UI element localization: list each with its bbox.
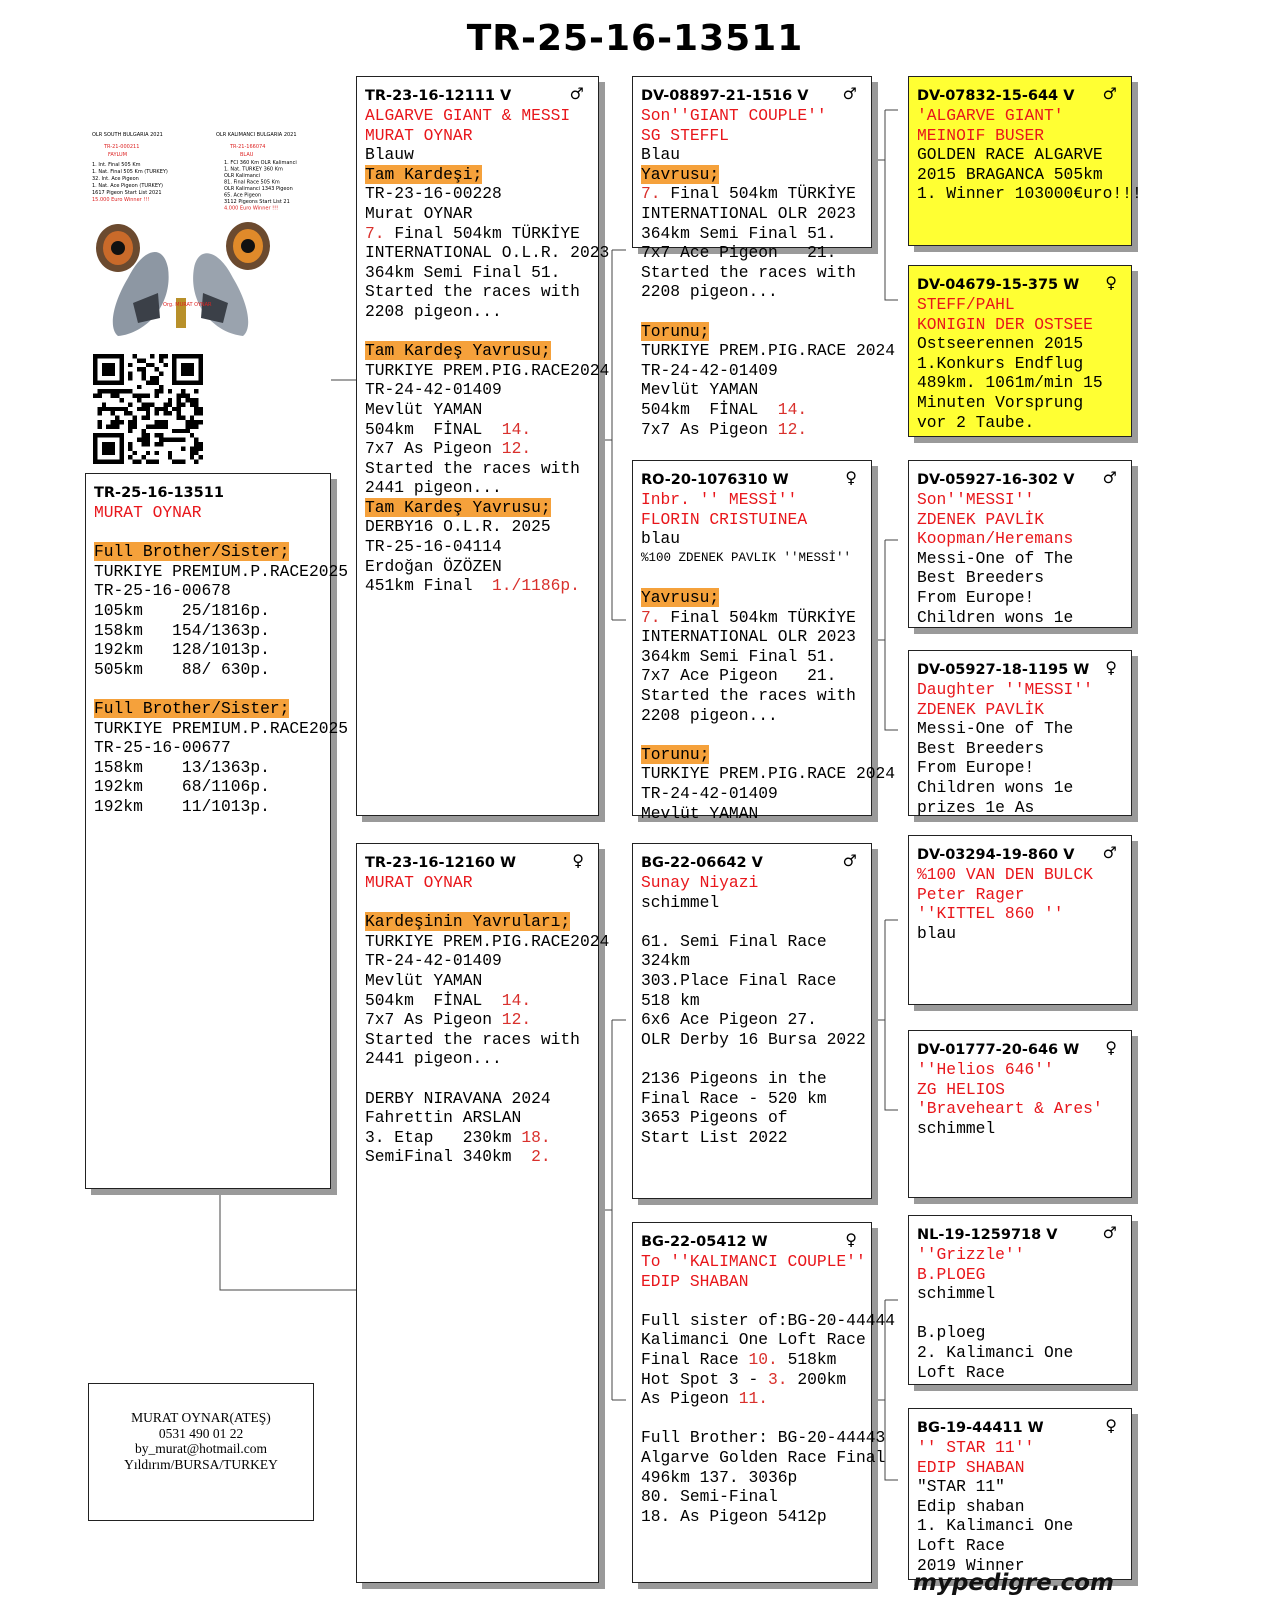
photo-signature: Org. MURAT OYNAR: [163, 302, 212, 308]
card-line: 489km. 1061m/min 15: [917, 373, 1103, 393]
highlight-label: Yavrusu;: [641, 587, 720, 607]
pedigree-card-ddd: [908, 1408, 1132, 1580]
card-line: [365, 912, 590, 932]
card-line: 7. Final 504km TÜRKİYE: [641, 607, 856, 627]
card-line: Blauw: [365, 145, 414, 165]
card-line: [641, 322, 863, 342]
card-line: 1. Winner 103000€uro!!!: [917, 184, 1142, 204]
highlight-label: Torunu;: [641, 321, 710, 341]
card-line: [365, 498, 590, 518]
card-line: [641, 1409, 863, 1429]
card-line: Best Breeders: [917, 568, 1045, 588]
race-result-value: 12.: [501, 1010, 532, 1030]
pedigree-card-sd: [632, 460, 896, 823]
pedigree-card-ssd: [908, 265, 1132, 437]
card-line: [94, 542, 322, 562]
photo-right-line: 65. Ace Pigeon: [224, 192, 262, 199]
card-line: INTERNATIONAL OLR 2023: [641, 627, 856, 647]
card-line: TR-24-42-01409: [641, 783, 778, 803]
card-line: DERBY NIRAVANA 2024: [365, 1088, 551, 1108]
card-line: [641, 745, 863, 765]
card-line: 7. Final 504km TÜRKİYE: [641, 184, 856, 204]
card-line: 2136 Pigeons in the: [641, 1068, 827, 1088]
card-line: 2208 pigeon...: [365, 301, 502, 321]
ring-number: TR-25-16-13511: [94, 485, 224, 501]
card-line: 2208 pigeon...: [641, 705, 778, 725]
race-result-value: 14.: [501, 990, 532, 1010]
card-line: OLR Derby 16 Bursa 2022: [641, 1029, 866, 1049]
card-line: INTERNATIONAL O.L.R. 2023: [365, 243, 610, 263]
card-line: schimmel: [917, 1284, 996, 1304]
card-line: Kalimanci One Loft Race: [641, 1330, 866, 1350]
card-line: 364km Semi Final 51.: [641, 646, 837, 666]
card-line: Sunay Niyazi: [641, 873, 759, 892]
card-line: 496km 137. 3036p: [641, 1467, 798, 1487]
race-result-value: 11.: [738, 1389, 769, 1409]
ring-number: DV-01777-20-646 W: [917, 1042, 1080, 1058]
ring-number: BG-22-06642 V: [641, 855, 763, 871]
card-line: 505km 88/ 630p.: [94, 659, 270, 679]
card-line: Full sister of:BG-20-44444: [641, 1310, 896, 1330]
card-line: ZDENEK PAVLİK: [917, 509, 1045, 529]
card-line: 192km 11/1013p.: [94, 796, 270, 816]
card-line: B.ploeg: [917, 1323, 986, 1343]
card-line: Algarve Golden Race Final: [641, 1447, 886, 1467]
card-line: [641, 302, 863, 322]
race-result-value: 2.: [531, 1147, 551, 1167]
male-icon: ♂: [842, 851, 857, 870]
card-line: Final Race 10. 518km: [641, 1349, 837, 1369]
pedigree-card-sds: [908, 460, 1132, 628]
race-result-value: 12.: [501, 439, 532, 459]
female-icon: ♀: [1105, 658, 1117, 677]
card-line: 364km Semi Final 51.: [641, 223, 837, 243]
pedigree-card-ds: [632, 843, 872, 1199]
card-line: Started the races with: [641, 262, 856, 282]
card-line: TURKIYE PREM.PIG.RACE 2024: [641, 764, 896, 784]
pedigree-card-dss: [908, 835, 1132, 1005]
pedigree-card-subject: [85, 473, 349, 1189]
male-icon: ♂: [1102, 468, 1117, 487]
race-result-value: 18.: [521, 1127, 551, 1147]
card-line: Minuten Vorsprung: [917, 392, 1084, 412]
card-line: Mevlüt YAMAN: [641, 380, 759, 400]
card-line: 2019 Winner: [917, 1555, 1025, 1575]
card-line: From Europe!: [917, 758, 1035, 778]
card-line: 3653 Pigeons of: [641, 1108, 788, 1128]
card-line: Fahrettin ARSLAN: [365, 1108, 522, 1128]
card-line: Children wons 1e: [917, 607, 1074, 627]
card-line: ''Helios 646'': [917, 1060, 1054, 1079]
card-line: Peter Rager: [917, 884, 1025, 904]
card-line: [641, 1049, 863, 1069]
race-result-value: 10.: [748, 1349, 778, 1369]
photo-right-line: 4.000 Euro Winner !!!: [224, 205, 279, 212]
card-line: 18. As Pigeon 5412p: [641, 1506, 827, 1526]
card-line: [94, 523, 322, 543]
card-line: %100 VAN DEN BULCK: [917, 865, 1093, 884]
female-icon: ♀: [845, 468, 857, 487]
card-line: TR-24-42-01409: [641, 360, 778, 380]
ring-number: DV-03294-19-860 V: [917, 847, 1075, 863]
ring-number: RO-20-1076310 W: [641, 472, 789, 488]
card-line: [641, 588, 863, 608]
highlight-label: Torunu;: [641, 744, 710, 764]
card-line: 105km 25/1816p.: [94, 600, 270, 620]
male-icon: ♂: [569, 84, 584, 103]
card-line: Messi-One of The: [917, 548, 1074, 568]
card-line: [641, 912, 863, 932]
highlight-label: Yavrusu;: [641, 164, 720, 184]
card-line: TURKIYE PREM.PIG.RACE 2024: [641, 341, 896, 361]
pigeon-photo-panel: [88, 128, 297, 344]
pedigree-card-dsd: [908, 1030, 1132, 1198]
highlight-label: Tam Kardeş Yavrusu;: [365, 341, 551, 361]
card-line: [641, 568, 863, 588]
ring-number: DV-07832-15-644 V: [917, 88, 1075, 104]
card-line: TURKIYE PREMIUM.P.RACE2025: [94, 718, 349, 738]
photo-left-line: 1617 Pigeon Start List 2021: [92, 190, 162, 196]
card-line: DERBY16 O.L.R. 2025: [365, 517, 551, 537]
card-line: Started the races with: [365, 458, 580, 478]
pedigree-card-dam: [356, 843, 610, 1583]
card-line: schimmel: [641, 892, 720, 912]
female-icon: ♀: [1105, 1416, 1117, 1435]
card-line: ''Grizzle'': [917, 1245, 1025, 1264]
card-line: Started the races with: [365, 1029, 580, 1049]
card-line: [641, 1291, 863, 1311]
card-line: Mevlüt YAMAN: [365, 970, 483, 990]
pedigree-title: TR-25-16-13511: [466, 18, 804, 59]
card-line: 192km 128/1013p.: [94, 640, 270, 660]
photo-left-line: 15.000 Euro Winner !!!: [92, 197, 150, 203]
card-line: MURAT OYNAR: [94, 503, 202, 522]
pedigree-card-sdd: [908, 650, 1132, 816]
pedigree-card-dd: [632, 1222, 896, 1583]
card-line: 3. Etap 230km 18.: [365, 1127, 551, 1147]
ring-number: BG-22-05412 W: [641, 1234, 768, 1250]
card-line: Son''MESSI'': [917, 490, 1035, 509]
card-line: Erdoğan ÖZÖZEN: [365, 556, 502, 576]
race-result-value: 7.: [641, 607, 661, 627]
card-line: [641, 165, 863, 185]
photo-right-line: 1. FCI 360 Km OLR Kalimanci: [224, 160, 297, 166]
race-result-value: 7.: [641, 184, 661, 204]
ring-number: TR-23-16-12111 V: [365, 88, 512, 104]
card-line: SemiFinal 340km 2.: [365, 1147, 551, 1167]
photo-left-line: 1. Int. Final 505 Km: [92, 162, 141, 168]
card-line: TR-24-42-01409: [365, 380, 502, 400]
male-icon: ♂: [1102, 84, 1117, 103]
male-icon: ♂: [842, 84, 857, 103]
breeder-location: Yıldırım/BURSA/TURKEY: [124, 1456, 278, 1472]
card-line: 7x7 As Pigeon 12.: [365, 439, 532, 459]
card-line: "STAR 11": [917, 1477, 1005, 1497]
male-icon: ♂: [1102, 1223, 1117, 1242]
card-line: To ''KALIMANCI COUPLE'': [641, 1252, 866, 1271]
card-line: From Europe!: [917, 587, 1035, 607]
photo-left-line: 1. Nat. Final 505 Km (TURKEY): [92, 169, 168, 175]
card-line: Started the races with: [641, 685, 856, 705]
ring-number: DV-05927-18-1195 W: [917, 662, 1090, 678]
card-line: EDIP SHABAN: [917, 1457, 1025, 1477]
photo-right-line: 81. Final Race 505 Km: [224, 179, 280, 186]
photo-left-header: OLR SOUTH BULGARIA 2021: [92, 132, 163, 138]
card-line: 2. Kalimanci One: [917, 1342, 1074, 1362]
card-line: 192km 68/1106p.: [94, 777, 270, 797]
card-line: schimmel: [917, 1118, 996, 1138]
card-line: 7x7 Ace Pigeon 21.: [641, 666, 837, 686]
card-line: Mevlüt YAMAN: [365, 399, 483, 419]
card-line: [94, 699, 322, 719]
card-line: Blau: [641, 145, 681, 165]
card-line: TR-25-16-00678: [94, 581, 231, 601]
card-line: ''KITTEL 860 '': [917, 904, 1064, 924]
photo-right-ring: TR-21-166074: [230, 144, 266, 150]
card-line: FLORIN CRISTUINEA: [641, 509, 808, 529]
qr-code[interactable]: [93, 354, 203, 464]
card-line: 2208 pigeon...: [641, 282, 778, 302]
photo-right-line: OLR Kalimanci 1343 Pigeon: [224, 186, 293, 192]
female-icon: ♀: [572, 851, 584, 870]
card-line: Son''GIANT COUPLE'': [641, 106, 827, 125]
photo-left-color: FAYLUM: [108, 152, 128, 158]
pedigree-card-dds: [908, 1215, 1132, 1385]
card-line: [365, 1069, 590, 1089]
race-result-value: 14.: [501, 419, 532, 439]
card-line: [917, 1304, 1123, 1324]
card-line: 'Braveheart & Ares': [917, 1099, 1103, 1119]
card-line: 7. Final 504km TÜRKİYE: [365, 223, 580, 243]
photo-left-line: 32. Int. Ace Pigeon: [92, 176, 139, 182]
card-line: As Pigeon 11.: [641, 1389, 769, 1409]
card-line: MEINOIF BUSER: [917, 125, 1045, 145]
card-line: 61. Semi Final Race: [641, 931, 827, 951]
card-line: Final Race - 520 km: [641, 1088, 827, 1108]
card-line: 2441 pigeon...: [365, 1049, 502, 1069]
card-line: Full Brother: BG-20-44443: [641, 1428, 886, 1448]
ring-number: DV-04679-15-375 W: [917, 277, 1080, 293]
card-line: Mevlüt YAMAN: [641, 803, 759, 823]
card-line: %100 ZDENEK PAVLIK ''MESSİ'': [641, 550, 852, 565]
female-icon: ♀: [1105, 273, 1117, 292]
highlight-label: Kardeşinin Yavruları;: [365, 912, 571, 932]
card-line: 1. Kalimanci One: [917, 1516, 1074, 1536]
card-line: TURKIYE PREM.PIG.RACE2024: [365, 931, 610, 951]
card-line: MURAT OYNAR: [365, 873, 473, 892]
card-line: Koopman/Heremans: [917, 529, 1074, 549]
card-line: Started the races with: [365, 282, 580, 302]
card-line: blau: [917, 923, 957, 943]
male-icon: ♂: [1102, 843, 1117, 862]
card-line: '' STAR 11'': [917, 1438, 1035, 1457]
card-line: B.PLOEG: [917, 1264, 986, 1284]
card-line: EDIP SHABAN: [641, 1271, 749, 1291]
photo-left-ring: TR-21-000211: [104, 144, 140, 150]
card-line: GOLDEN RACE ALGARVE: [917, 145, 1103, 165]
race-result-value: 3.: [768, 1369, 788, 1389]
pedigree-card-sire: [356, 76, 610, 816]
card-line: 504km FİNAL 14.: [641, 399, 808, 419]
race-result-value: 14.: [777, 399, 808, 419]
card-line: 7x7 As Pigeon 12.: [365, 1010, 532, 1030]
female-icon: ♀: [845, 1230, 857, 1249]
breeder-phone[interactable]: 0531 490 01 22: [158, 1425, 244, 1441]
ring-number: TR-23-16-12160 W: [365, 855, 516, 871]
card-line: TR-25-16-00677: [94, 738, 231, 758]
card-line: 303.Place Final Race: [641, 970, 837, 990]
ring-number: DV-05927-16-302 V: [917, 472, 1075, 488]
card-line: 2441 pigeon...: [365, 478, 502, 498]
photo-right-line: 1. Nat. TURKEY 360 Km: [224, 166, 283, 173]
card-line: INTERNATIONAL OLR 2023: [641, 203, 856, 223]
pedigree-card-ss: [632, 76, 896, 439]
card-line: Daughter ''MESSI'': [917, 680, 1093, 699]
ring-number: DV-08897-21-1516 V: [641, 88, 809, 104]
card-line: 158km 154/1363p.: [94, 620, 270, 640]
card-line: 451km Final 1./1186p.: [365, 576, 580, 596]
card-line: 518 km: [641, 990, 700, 1010]
photo-right-color: BLAU: [240, 152, 254, 158]
highlight-label: Tam Kardeş Yavrusu;: [365, 497, 551, 517]
card-line: 158km 13/1363p.: [94, 757, 270, 777]
card-line: 80. Semi-Final: [641, 1487, 778, 1507]
card-line: [365, 165, 590, 185]
card-line: ALGARVE GIANT & MESSI: [365, 106, 571, 125]
card-line: [365, 341, 590, 361]
card-line: 1.Konkurs Endflug: [917, 353, 1084, 373]
card-line: 6x6 Ace Pigeon 27.: [641, 1010, 817, 1030]
card-line: MURAT OYNAR: [365, 125, 473, 145]
race-result-value: 7.: [365, 223, 385, 243]
card-line: Loft Race: [917, 1535, 1005, 1555]
card-line: Ostseerennen 2015: [917, 334, 1084, 354]
card-line: 2015 BRAGANCA 505km: [917, 164, 1103, 184]
card-line: 7x7 As Pigeon 12.: [641, 419, 808, 439]
photo-right-header: OLR KALIMANCI BULGARIA 2021: [216, 132, 297, 138]
card-line: [365, 322, 590, 342]
breeder-contact-box: [88, 1383, 314, 1521]
card-line: Children wons 1e: [917, 777, 1074, 797]
card-line: [641, 725, 863, 745]
card-line: TR-23-16-00228: [365, 184, 502, 204]
female-icon: ♀: [1105, 1038, 1117, 1057]
ring-number: BG-19-44411 W: [917, 1420, 1044, 1436]
card-line: 'ALGARVE GIANT': [917, 106, 1064, 125]
card-line: TR-25-16-04114: [365, 537, 502, 557]
highlight-label: Full Brother/Sister;: [94, 698, 290, 718]
race-result-value: 1./1186p.: [492, 576, 580, 596]
card-line: Murat OYNAR: [365, 203, 473, 223]
watermark-logo: mypedigre.com: [913, 1570, 1114, 1596]
card-line: ZDENEK PAVLİK: [917, 699, 1045, 719]
card-line: [94, 679, 322, 699]
highlight-label: Full Brother/Sister;: [94, 542, 290, 562]
card-line: Start List 2022: [641, 1127, 788, 1147]
card-line: SG STEFFL: [641, 125, 729, 145]
card-line: 364km Semi Final 51.: [365, 262, 561, 282]
card-line: Hot Spot 3 - 3. 200km: [641, 1369, 847, 1389]
card-line: Best Breeders: [917, 738, 1045, 758]
card-line: [365, 893, 590, 913]
card-line: TR-24-42-01409: [365, 951, 502, 971]
card-line: KONIGIN DER OSTSEE: [917, 314, 1093, 334]
card-line: Loft Race: [917, 1362, 1005, 1382]
highlight-label: Tam Kardeşi;: [365, 164, 483, 184]
photo-right-line: 3112 Pigeons Start List 21: [224, 199, 290, 205]
card-line: 324km: [641, 951, 690, 971]
card-line: Edip shaban: [917, 1496, 1025, 1516]
card-line: prizes 1e As: [917, 797, 1035, 817]
card-line: blau: [641, 529, 681, 549]
card-line: STEFF/PAHL: [917, 295, 1015, 314]
card-line: ZG HELIOS: [917, 1079, 1005, 1099]
card-line: vor 2 Taube.: [917, 412, 1035, 432]
card-line: Inbr. '' MESSİ'': [641, 490, 798, 509]
breeder-email[interactable]: by_murat@hotmail.com: [134, 1441, 268, 1456]
photo-left-line: 1. Nat. Ace Pigeon (TURKEY): [92, 183, 163, 189]
ring-number: NL-19-1259718 V: [917, 1227, 1058, 1243]
card-line: TURKIYE PREM.PIG.RACE2024: [365, 360, 610, 380]
card-line: 504km FİNAL 14.: [365, 419, 532, 439]
race-result-value: 12.: [777, 419, 808, 439]
card-line: TURKIYE PREMIUM.P.RACE2025: [94, 561, 349, 581]
photo-right-line: OLR Kalimanci: [224, 173, 261, 179]
card-line: Messi-One of The: [917, 719, 1074, 739]
breeder-name: MURAT OYNAR(ATEŞ): [131, 1410, 271, 1425]
card-line: 7x7 Ace Pigeon 21.: [641, 243, 837, 263]
pedigree-card-sss: [908, 76, 1142, 246]
card-line: 504km FİNAL 14.: [365, 990, 532, 1010]
